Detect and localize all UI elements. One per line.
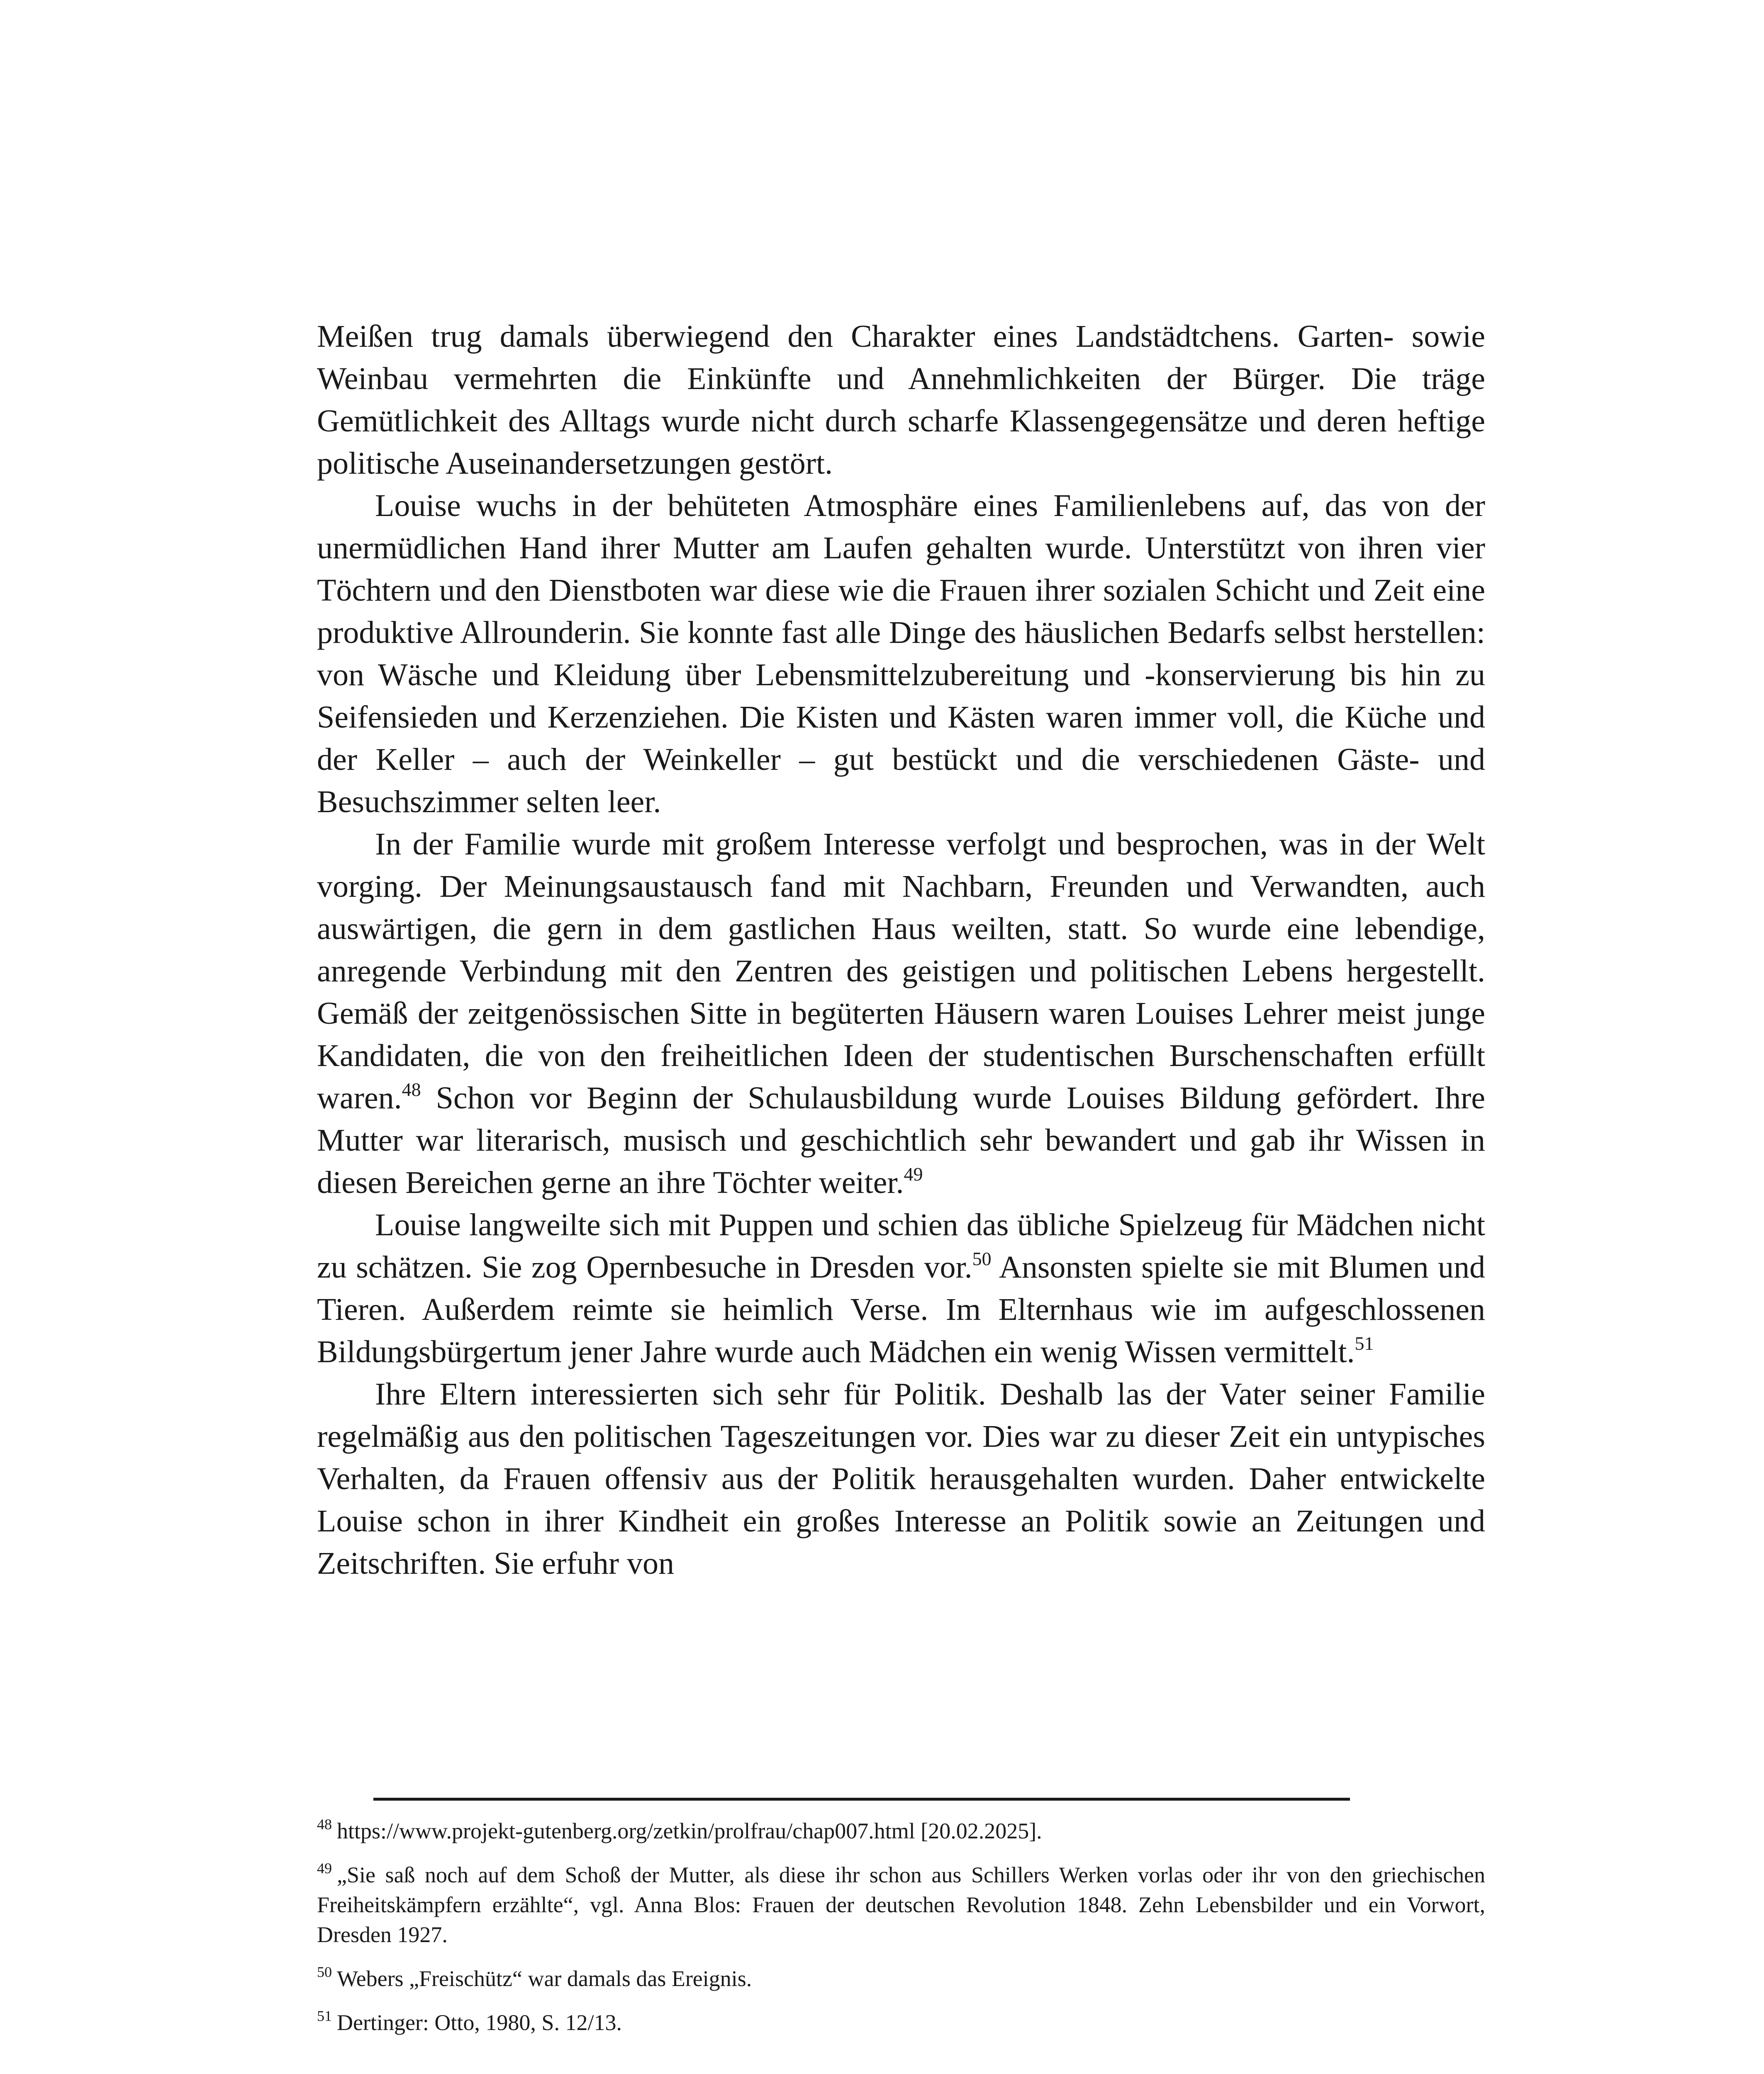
- footnote-mark: 48: [317, 1816, 332, 1833]
- footnote-mark: 51: [317, 2008, 332, 2024]
- paragraph-text: Meißen trug damals überwiegend den Charakter eines Landstädtchens. Garten- sowie Weinbau vermehrten die Einkünfte und Annehmlichkeiten der Bürger. Die träge Gemütlichkeit des Alltags wurde nicht durch scharfe Klassengegensätze und deren heftige politische Auseinandersetzungen gestört.: [317, 319, 1485, 481]
- footnote-separator: [373, 1798, 1350, 1801]
- footnote: [317, 1860, 1485, 1950]
- footnote-reference[interactable]: 50: [972, 1248, 992, 1269]
- paragraph: [317, 1204, 1485, 1373]
- paragraph-text: Louise langweilte sich mit Puppen und schien das übliche Spielzeug für Mädchen nicht zu schätzen. Sie zog Opernbesuche in Dresden vor.: [317, 1207, 1485, 1285]
- paragraph: [317, 484, 1485, 823]
- footnote: [317, 1964, 1485, 1994]
- footnote-mark: 49: [317, 1860, 332, 1877]
- paragraph: [317, 315, 1485, 484]
- footnote-text: Webers „Freischütz“ war damals das Ereignis.: [337, 1966, 752, 1991]
- footnote: [317, 2008, 1485, 2037]
- paragraph: [317, 1373, 1485, 1585]
- paragraph-text: Ansonsten spielte sie mit Blumen und Tieren. Außerdem reimte sie heimlich Verse. Im Elternhaus wie im aufgeschlossenen Bildungsbürgertum jener Jahre wurde auch Mädchen ein wenig Wissen vermittelt.: [317, 1250, 1485, 1369]
- paragraph-text: Louise wuchs in der behüteten Atmosphäre eines Familienlebens auf, das von der unermüdlichen Hand ihrer Mutter am Laufen gehalten wurde. Unterstützt von ihren vier Töchtern und den Dienstboten war diese wie die Frauen ihrer sozialen Schicht und Zeit eine produktive Allrounderin. Sie konnte fast alle Dinge des häuslichen Bedarfs selbst herstellen: von Wäsche und Kleidung über Lebensmittelzubereitung und -konservierung bis hin zu Seifensieden und Kerzenziehen. Die Kisten und Kästen waren immer voll, die Küche und der Keller – auch der Weinkeller – gut bestückt und die verschiedenen Gäste- und Besuchszimmer selten leer.: [317, 488, 1485, 819]
- footnote-text: Dertinger: Otto, 1980, S. 12/13.: [337, 2010, 622, 2035]
- paragraph-text: Schon vor Beginn der Schulausbildung wurde Louises Bildung gefördert. Ihre Mutter war literarisch, musisch und geschichtlich sehr bewandert und gab ihr Wissen in diesen Bereichen gerne an ihre Töchter weiter.: [317, 1081, 1485, 1200]
- footnote-text[interactable]: https://www.projekt-gutenberg.org/zetkin/prolfrau/chap007.html [20.02.2025].: [337, 1818, 1042, 1843]
- footnote-reference[interactable]: 49: [904, 1164, 923, 1185]
- paragraph-text: In der Familie wurde mit großem Interesse verfolgt und besprochen, was in der Welt vorging. Der Meinungsaustausch fand mit Nachbarn, Freunden und Verwandten, auch auswärtigen, die gern in dem gastlichen Haus weilten, statt. So wurde eine lebendige, anregende Verbindung mit den Zentren des geistigen und politischen Lebens hergestellt. Gemäß der zeitgenössischen Sitte in begüterten Häusern waren Louises Lehrer meist junge Kandidaten, die von den freiheitlichen Ideen der studentischen Burschenschaften erfüllt waren.: [317, 827, 1485, 1115]
- footnote-reference[interactable]: 48: [402, 1079, 421, 1100]
- footnote-reference[interactable]: 51: [1355, 1333, 1374, 1354]
- paragraph: [317, 823, 1485, 1204]
- footnote-mark: 50: [317, 1964, 332, 1980]
- footnotes: [317, 1816, 1485, 2052]
- footnote: [317, 1816, 1485, 1846]
- footnote-text: „Sie saß noch auf dem Schoß der Mutter, als diese ihr schon aus Schillers Werken vorlas oder ihr von den griechischen Freiheitskämpfern erzählte“, vgl. Anna Blos: Frauen der deutschen Revolution 1848. Zehn Lebensbilder und ein Vorwort, Dresden 1927.: [317, 1862, 1485, 1947]
- paragraph-text: Ihre Eltern interessierten sich sehr für Politik. Deshalb las der Vater seiner Familie regelmäßig aus den politischen Tageszeitungen vor. Dies war zu dieser Zeit ein untypisches Verhalten, da Frauen offensiv aus der Politik herausgehalten wurden. Daher entwickelte Louise schon in ihrer Kindheit ein großes Interesse an Politik sowie an Zeitungen und Zeitschriften. Sie erfuhr von: [317, 1377, 1485, 1581]
- body-text: [317, 315, 1485, 1585]
